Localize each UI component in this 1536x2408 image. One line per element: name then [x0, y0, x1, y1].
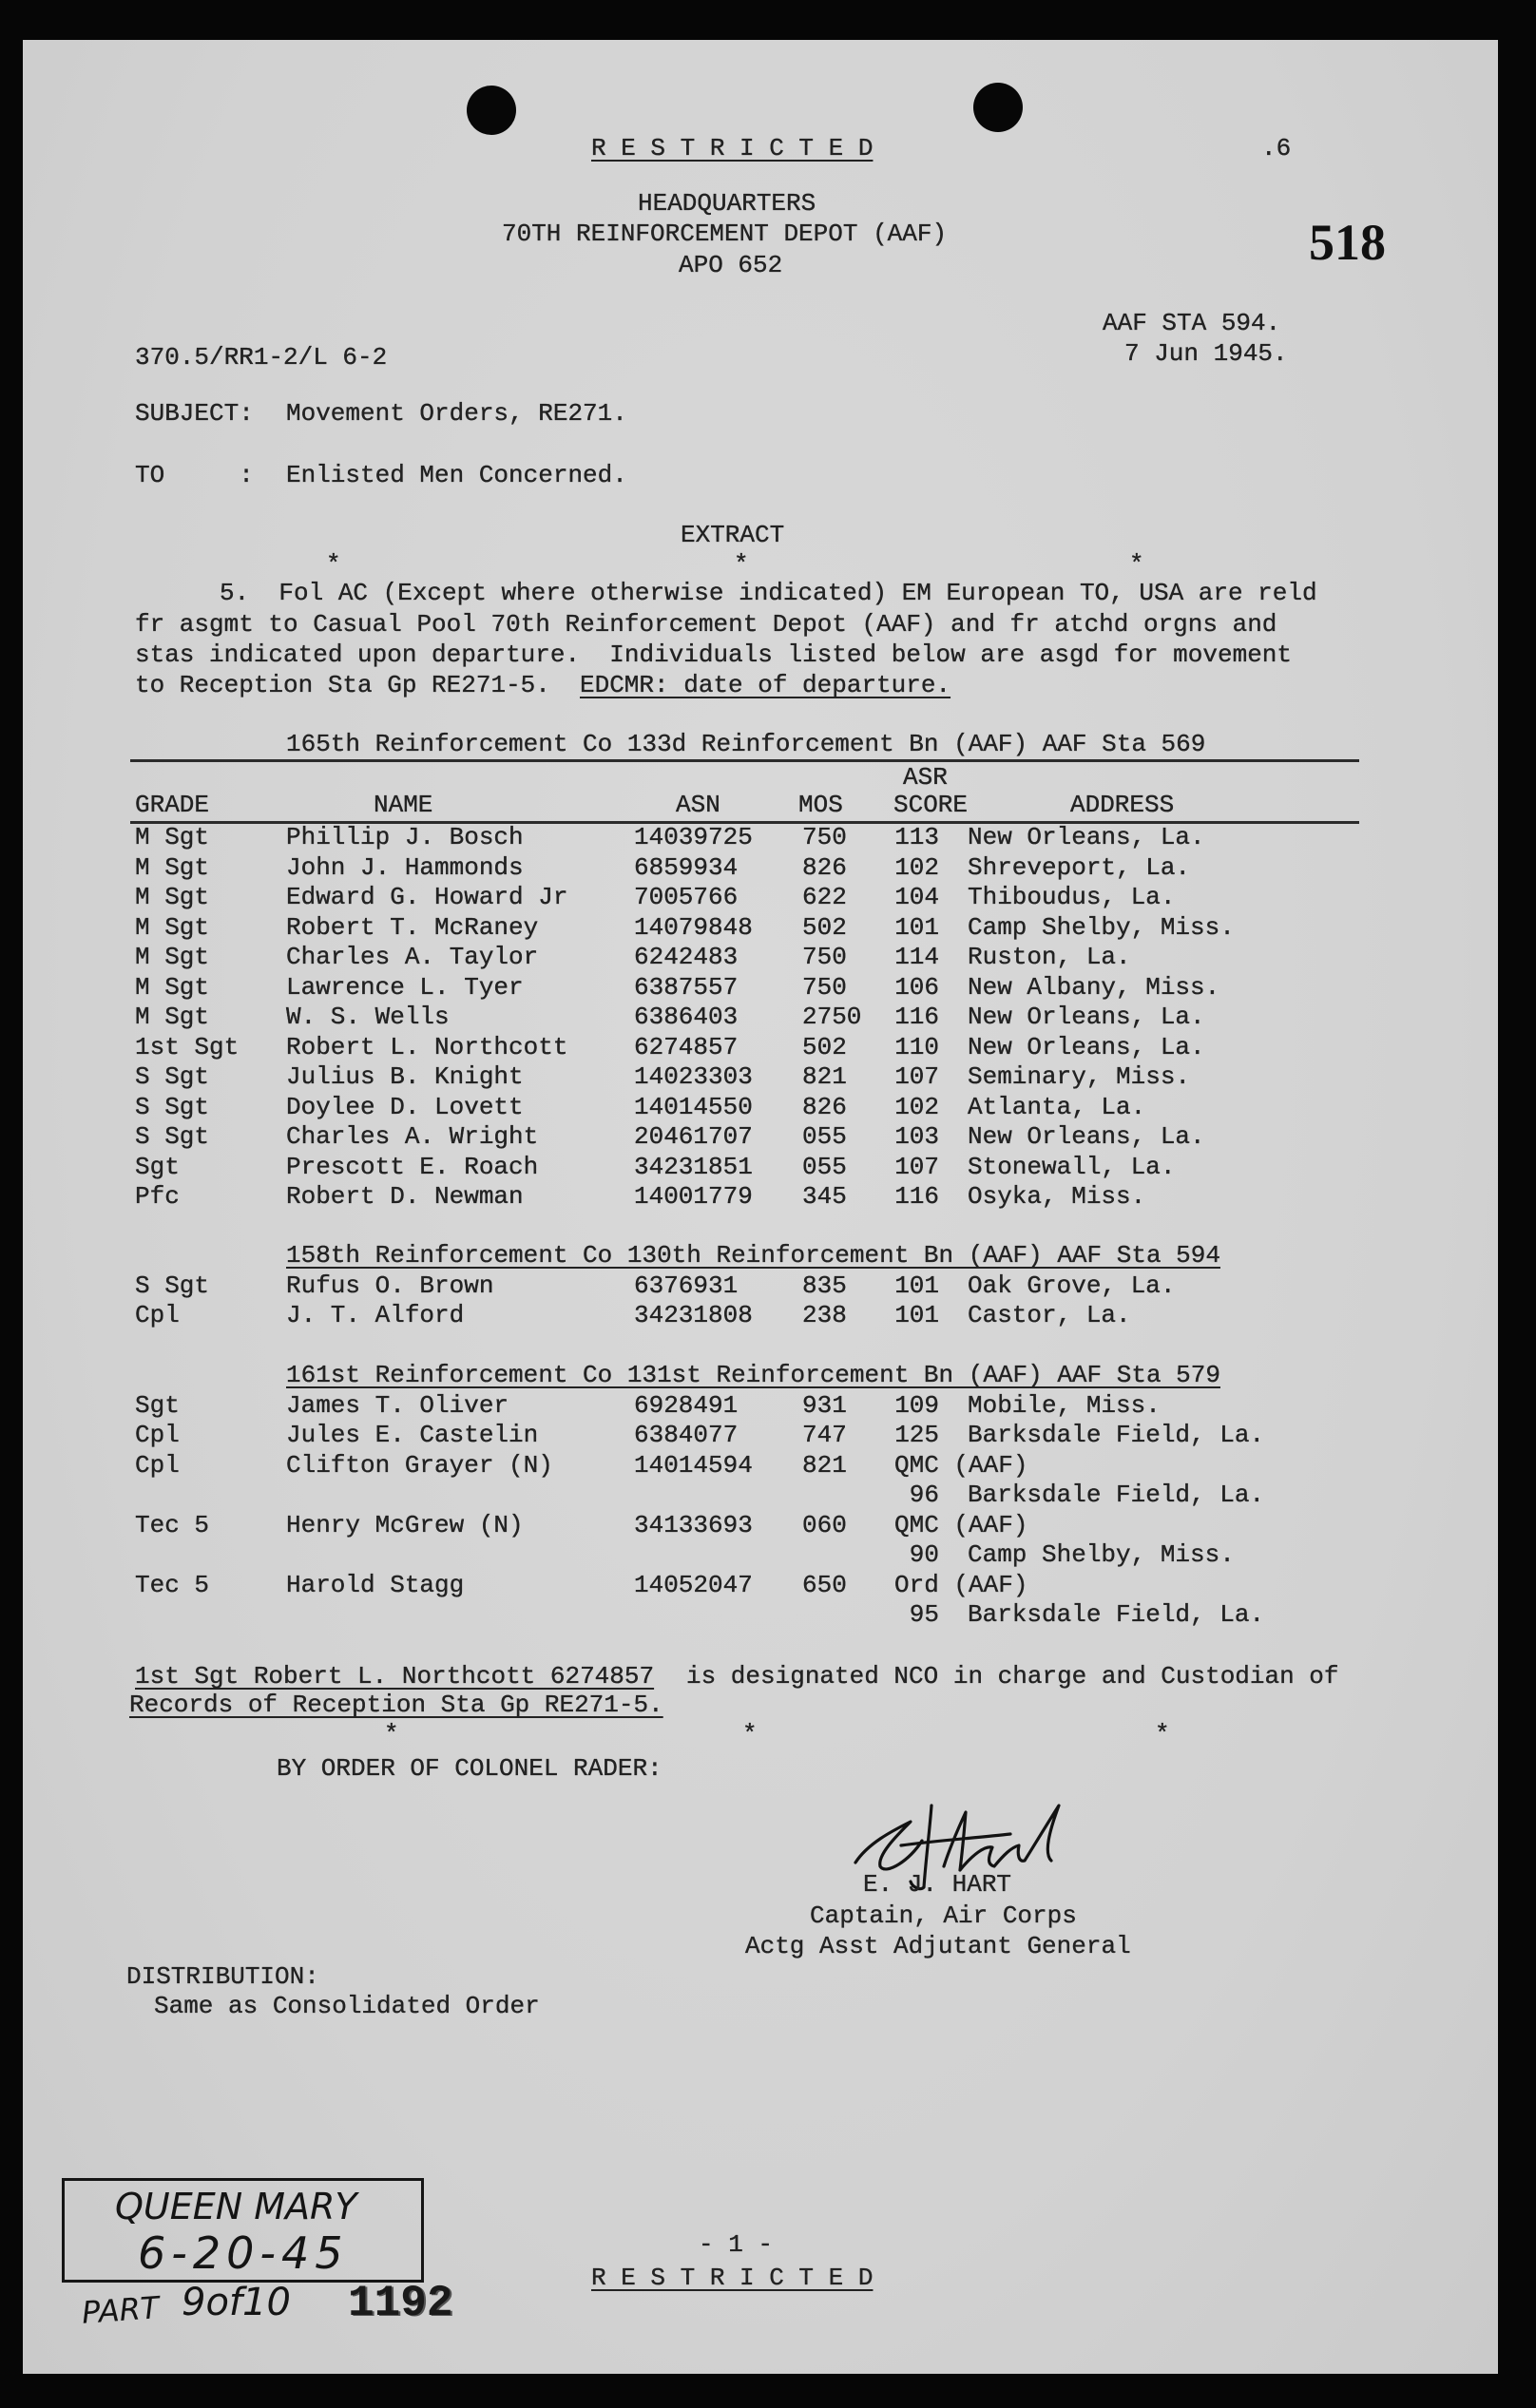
date-annotation: 6-20-45 — [138, 2227, 349, 2279]
org-line-depot: 70TH REINFORCEMENT DEPOT (AAF) — [502, 220, 948, 248]
extract-title: EXTRACT — [681, 521, 785, 549]
asn-cell: 20461707 — [634, 1122, 753, 1151]
grade-cell: Pfc — [135, 1182, 180, 1211]
section-heading: 161st Reinforcement Co 131st Reinforcement Bn (AAF) AAF Sta 579 — [286, 1361, 1220, 1389]
address-cell: Camp Shelby, Miss. — [968, 912, 1235, 942]
grade-cell: Cpl — [135, 1421, 180, 1449]
mos-cell: 835 — [802, 1271, 847, 1300]
order-authority: BY ORDER OF COLONEL RADER: — [277, 1754, 662, 1783]
asn-cell: 14001779 — [634, 1182, 753, 1211]
asn-cell: 34133693 — [634, 1510, 753, 1539]
asr-score-cell: 116 — [894, 1003, 939, 1031]
name-cell: Prescott E. Roach — [286, 1152, 539, 1181]
name-cell: Robert T. McRaney — [286, 912, 539, 942]
asn-cell: 14014594 — [634, 1450, 753, 1480]
mos-cell: 055 — [802, 1152, 847, 1181]
grade-cell: Cpl — [135, 1450, 180, 1480]
asn-cell: 14014550 — [634, 1092, 753, 1121]
mos-cell: 826 — [802, 852, 847, 882]
unit-cell: QMC (AAF) — [894, 1450, 1028, 1480]
address-cell: Atlanta, La. — [968, 1092, 1146, 1121]
signatory-rank: Captain, Air Corps — [810, 1902, 1077, 1930]
name-cell: Rufus O. Brown — [286, 1271, 494, 1300]
table-row — [0, 823, 1536, 853]
subject-label: SUBJECT: — [135, 399, 254, 428]
address-cell: Shreveport, La. — [968, 852, 1191, 882]
to-value: Enlisted Men Concerned. — [286, 461, 627, 489]
name-cell: Harold Stagg — [286, 1570, 465, 1599]
asterisk: * — [1129, 550, 1144, 579]
table-row — [0, 1093, 1536, 1123]
asn-cell: 14023303 — [634, 1062, 753, 1091]
asr-score-cell: 125 — [894, 1421, 939, 1449]
asterisk: * — [734, 550, 749, 579]
name-cell: Jules E. Castelin — [286, 1421, 539, 1449]
name-cell: Robert D. Newman — [286, 1182, 524, 1211]
mos-cell: 502 — [802, 912, 847, 942]
asn-cell: 6386403 — [634, 1003, 739, 1031]
grade-cell: M Sgt — [135, 943, 210, 971]
header-asn: ASN — [676, 791, 720, 819]
table-row — [0, 973, 1536, 1003]
name-cell: Clifton Grayer (N) — [286, 1450, 553, 1480]
asn-cell: 14039725 — [634, 823, 753, 851]
punch-hole — [467, 86, 516, 135]
asr-score-cell: 116 — [894, 1182, 939, 1211]
edcmr-note: EDCMR: date of departure. — [580, 671, 951, 699]
asn-cell: 6376931 — [634, 1271, 739, 1300]
asterisk: * — [742, 1720, 758, 1749]
section-heading: 165th Reinforcement Co 133d Reinforcement Bn (AAF) AAF Sta 569 — [286, 730, 1206, 758]
table-row — [0, 1033, 1536, 1063]
stamp-number: 1192 — [348, 2279, 453, 2328]
org-line-apo: APO 652 — [679, 251, 783, 279]
address-cell: Mobile, Miss. — [968, 1390, 1161, 1420]
classification-footer: R E S T R I C T E D — [591, 2264, 874, 2292]
name-cell: Phillip J. Bosch — [286, 823, 524, 851]
mos-cell: 2750 — [802, 1003, 862, 1031]
asn-cell: 6859934 — [634, 852, 739, 882]
paragraph-line: stas indicated upon departure. Individuals listed below are asgd for movement — [135, 640, 1292, 669]
grade-cell: S Sgt — [135, 1062, 210, 1091]
header-score: SCORE — [893, 791, 969, 819]
name-cell: Robert L. Northcott — [286, 1032, 568, 1061]
address-cell: Barksdale Field, La. — [968, 1481, 1265, 1509]
asr-score-cell: 101 — [894, 1271, 939, 1300]
mos-cell: 502 — [802, 1032, 847, 1061]
address-cell: Camp Shelby, Miss. — [968, 1540, 1235, 1569]
table-row — [0, 1182, 1536, 1213]
address-cell: Castor, La. — [968, 1301, 1131, 1329]
asr-score-cell: 104 — [894, 883, 939, 911]
table-row — [0, 1511, 1536, 1571]
asr-score-cell: 107 — [894, 1152, 939, 1181]
address-cell: Barksdale Field, La. — [968, 1421, 1265, 1449]
grade-cell: M Sgt — [135, 912, 210, 942]
asn-cell: 6274857 — [634, 1032, 739, 1061]
grade-cell: S Sgt — [135, 1092, 210, 1121]
grade-cell: Cpl — [135, 1301, 180, 1329]
to-label: TO : — [135, 461, 254, 489]
mos-cell: 622 — [802, 883, 847, 911]
asr-score-cell: 114 — [894, 943, 939, 971]
grade-cell: M Sgt — [135, 823, 210, 851]
name-cell: W. S. Wells — [286, 1003, 450, 1031]
designation-text: is designated NCO in charge and Custodian of — [686, 1662, 1339, 1691]
mos-cell: 750 — [802, 823, 847, 851]
unit-cell: QMC (AAF) — [894, 1510, 1028, 1539]
header-grade: GRADE — [135, 791, 210, 819]
name-cell: James T. Oliver — [286, 1390, 509, 1420]
grade-cell: M Sgt — [135, 1003, 210, 1031]
grade-cell: M Sgt — [135, 883, 210, 911]
table-row — [0, 1421, 1536, 1451]
name-cell: Julius B. Knight — [286, 1062, 524, 1091]
address-cell: Seminary, Miss. — [968, 1062, 1191, 1091]
asn-cell: 34231808 — [634, 1301, 753, 1329]
address-cell: New Orleans, La. — [968, 1003, 1205, 1031]
grade-cell: Tec 5 — [135, 1510, 210, 1539]
grade-cell: Sgt — [135, 1390, 180, 1420]
grade-cell: S Sgt — [135, 1122, 210, 1151]
org-line-headquarters: HEADQUARTERS — [638, 189, 816, 218]
table-row — [0, 853, 1536, 884]
page-number: - 1 - — [699, 2230, 774, 2259]
header-asr: ASR — [903, 763, 948, 792]
ship-annotation: QUEEN MARY — [115, 2186, 357, 2227]
header-name: NAME — [374, 791, 433, 819]
asr-score-cell: 106 — [894, 972, 939, 1002]
unit-cell: Ord (AAF) — [894, 1570, 1028, 1599]
address-cell: Stonewall, La. — [968, 1152, 1176, 1181]
asn-cell: 14079848 — [634, 912, 753, 942]
mos-cell: 750 — [802, 943, 847, 971]
mos-cell: 238 — [802, 1301, 847, 1329]
asr-score-cell: 90 — [909, 1540, 939, 1569]
page-mark: .6 — [1261, 134, 1292, 162]
mos-cell: 747 — [802, 1421, 847, 1449]
grade-cell: Sgt — [135, 1152, 180, 1181]
grade-cell: M Sgt — [135, 972, 210, 1002]
asr-score-cell: 96 — [909, 1481, 939, 1509]
asr-score-cell: 101 — [894, 1301, 939, 1329]
mos-cell: 060 — [802, 1510, 847, 1539]
asr-score-cell: 103 — [894, 1122, 939, 1151]
paragraph-line: to Reception Sta Gp RE271-5. — [135, 671, 550, 699]
asr-score-cell: 102 — [894, 852, 939, 882]
name-cell: Doylee D. Lovett — [286, 1092, 524, 1121]
grade-cell: Tec 5 — [135, 1570, 210, 1599]
section-heading: 158th Reinforcement Co 130th Reinforcement Bn (AAF) AAF Sta 594 — [286, 1241, 1220, 1270]
asterisk: * — [326, 550, 341, 579]
subject-value: Movement Orders, RE271. — [286, 399, 627, 428]
file-number: 518 — [1309, 214, 1386, 271]
distribution-value: Same as Consolidated Order — [154, 1992, 540, 2020]
asn-cell: 14052047 — [634, 1570, 753, 1599]
classification-header: R E S T R I C T E D — [591, 134, 874, 162]
paragraph-line: fr asgmt to Casual Pool 70th Reinforcement Depot (AAF) and fr atchd orgns and — [135, 610, 1277, 639]
grade-cell: M Sgt — [135, 852, 210, 882]
asn-cell: 6928491 — [634, 1390, 739, 1420]
signatory-name: E. J. HART — [863, 1870, 1012, 1899]
name-cell: Henry McGrew (N) — [286, 1510, 524, 1539]
asn-cell: 34231851 — [634, 1152, 753, 1181]
order-date: 7 Jun 1945. — [1124, 339, 1288, 368]
table-row — [0, 1271, 1536, 1302]
address-cell: New Albany, Miss. — [968, 972, 1220, 1002]
table-row — [0, 1062, 1536, 1093]
asn-cell: 6387557 — [634, 972, 739, 1002]
table-row — [0, 1451, 1536, 1511]
mos-cell: 821 — [802, 1062, 847, 1091]
table-row — [0, 1571, 1536, 1631]
header-address: ADDRESS — [1070, 791, 1175, 819]
asr-score-cell: 95 — [909, 1600, 939, 1629]
asr-score-cell: 113 — [894, 823, 939, 851]
table-row — [0, 1301, 1536, 1331]
address-cell: Oak Grove, La. — [968, 1271, 1176, 1300]
address-cell: Thiboudus, La. — [968, 883, 1176, 911]
grade-cell: 1st Sgt — [135, 1032, 240, 1061]
address-cell: New Orleans, La. — [968, 1122, 1205, 1151]
asr-score-cell: 107 — [894, 1062, 939, 1091]
asr-score-cell: 109 — [894, 1390, 939, 1420]
distribution-label: DISTRIBUTION: — [126, 1962, 319, 1991]
header-mos: MOS — [798, 791, 843, 819]
address-cell: Barksdale Field, La. — [968, 1600, 1265, 1629]
asn-cell: 6242483 — [634, 943, 739, 971]
name-cell: John J. Hammonds — [286, 852, 524, 882]
address-cell: New Orleans, La. — [968, 823, 1205, 851]
name-cell: Charles A. Wright — [286, 1122, 539, 1151]
table-row — [0, 1122, 1536, 1153]
address-cell: Ruston, La. — [968, 943, 1131, 971]
table-row — [0, 883, 1536, 913]
table-row — [0, 913, 1536, 944]
paragraph-line: 5. Fol AC (Except where otherwise indicated) EM European TO, USA are reld — [220, 579, 1317, 607]
nco-designee: 1st Sgt Robert L. Northcott 6274857 — [135, 1662, 655, 1691]
grade-cell: S Sgt — [135, 1271, 210, 1300]
address-cell: New Orleans, La. — [968, 1032, 1205, 1061]
table-row — [0, 1003, 1536, 1033]
table-row — [0, 1391, 1536, 1422]
designation-records: Records of Reception Sta Gp RE271-5. — [129, 1691, 663, 1719]
name-cell: J. T. Alford — [286, 1301, 465, 1329]
mos-cell: 826 — [802, 1092, 847, 1121]
mos-cell: 931 — [802, 1390, 847, 1420]
asn-cell: 7005766 — [634, 883, 739, 911]
asterisk: * — [1155, 1720, 1170, 1749]
file-reference: 370.5/RR1-2/L 6-2 — [135, 343, 388, 372]
table-rule — [130, 759, 1359, 762]
asr-score-cell: 101 — [894, 912, 939, 942]
asr-score-cell: 110 — [894, 1032, 939, 1061]
name-cell: Lawrence L. Tyer — [286, 972, 524, 1002]
address-cell: Osyka, Miss. — [968, 1182, 1146, 1211]
mos-cell: 750 — [802, 972, 847, 1002]
mos-cell: 345 — [802, 1182, 847, 1211]
part-label: PART — [80, 2289, 161, 2331]
table-row — [0, 943, 1536, 973]
name-cell: Edward G. Howard Jr — [286, 883, 568, 911]
asn-cell: 6384077 — [634, 1421, 739, 1449]
mos-cell: 821 — [802, 1450, 847, 1480]
asr-score-cell: 102 — [894, 1092, 939, 1121]
mos-cell: 055 — [802, 1122, 847, 1151]
signatory-title: Actg Asst Adjutant General — [745, 1932, 1131, 1960]
station: AAF STA 594. — [1103, 309, 1281, 337]
asterisk: * — [384, 1720, 399, 1749]
punch-hole — [973, 83, 1023, 132]
table-row — [0, 1153, 1536, 1183]
part-value: 9of10 — [182, 2281, 291, 2324]
name-cell: Charles A. Taylor — [286, 943, 539, 971]
mos-cell: 650 — [802, 1570, 847, 1599]
